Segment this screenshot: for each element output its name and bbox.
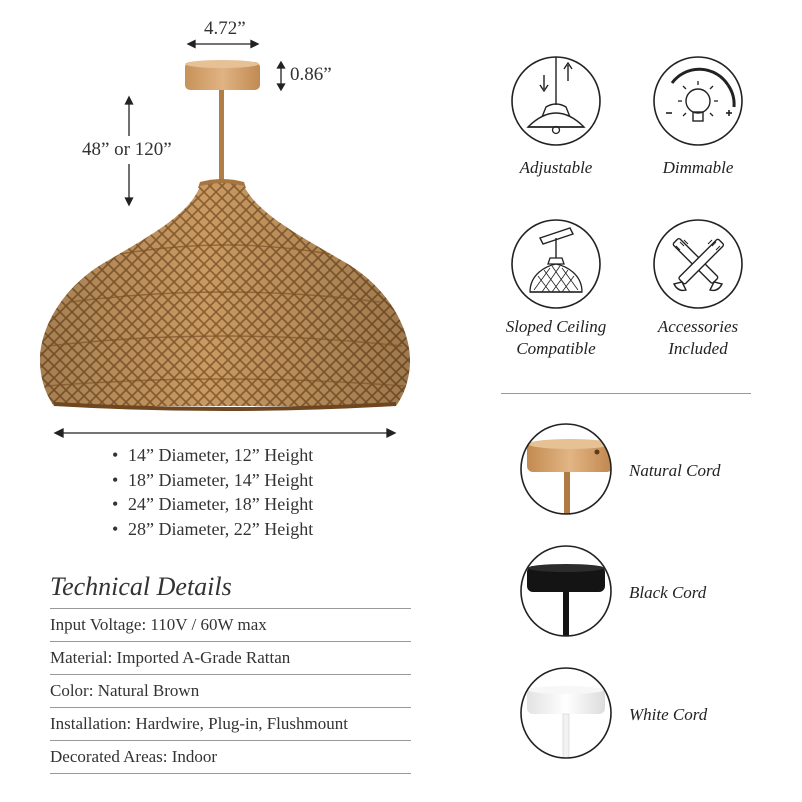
crossed-tools-icon: [652, 218, 744, 310]
natural-cord-swatch: [519, 422, 613, 516]
table-row: Installation: Hardwire, Plug-in, Flushmount: [50, 707, 411, 740]
table-row: Decorated Areas: Indoor: [50, 740, 411, 774]
white-cord-swatch: [519, 666, 613, 760]
cord-label-natural: Natural Cord: [629, 461, 721, 480]
cord-label-white: White Cord: [629, 705, 708, 724]
table-row: Material: Imported A-Grade Rattan: [50, 641, 411, 674]
list-item: • 18” Diameter, 14” Height: [112, 469, 314, 490]
cord-label-black: Black Cord: [629, 583, 707, 602]
list-item: • 24” Diameter, 18” Height: [112, 494, 314, 514]
sloped-ceiling-icon: [510, 218, 602, 310]
canopy-height-label: 0.86”: [290, 64, 332, 85]
pendant-cord: [219, 90, 224, 182]
cord-length-label: 48” or 120”: [82, 139, 172, 160]
table-row: Color: Natural Brown: [50, 674, 411, 707]
size-options-list: [112, 443, 313, 541]
dimmable-bulb-icon: [652, 55, 744, 147]
section-divider: [501, 393, 751, 394]
diameter-arrow: [55, 429, 395, 437]
pendant-lamp-illustration: [0, 0, 420, 445]
list-item: • 28” Diameter, 22” Height: [112, 518, 314, 539]
technical-details-table: [50, 608, 411, 774]
canopy-width-arrow: [188, 41, 258, 48]
list-item: • 14” Diameter, 12” Height: [112, 445, 314, 465]
feature-label-accessories: Accessories Included: [657, 317, 739, 358]
adjustable-pendant-icon: [510, 55, 602, 147]
canopy-height-arrow: [278, 62, 285, 90]
feature-label-sloped-ceiling: Sloped Ceiling Compatible: [505, 317, 607, 358]
feature-label-adjustable: Adjustable: [519, 158, 593, 177]
canopy-width-label: 4.72”: [204, 18, 246, 39]
technical-details-title: Technical Details: [50, 572, 232, 601]
wood-canopy: [185, 60, 260, 90]
black-cord-swatch: [519, 544, 613, 638]
feature-label-dimmable: Dimmable: [662, 158, 734, 177]
table-row: Input Voltage: 110V / 60W max: [50, 608, 411, 641]
